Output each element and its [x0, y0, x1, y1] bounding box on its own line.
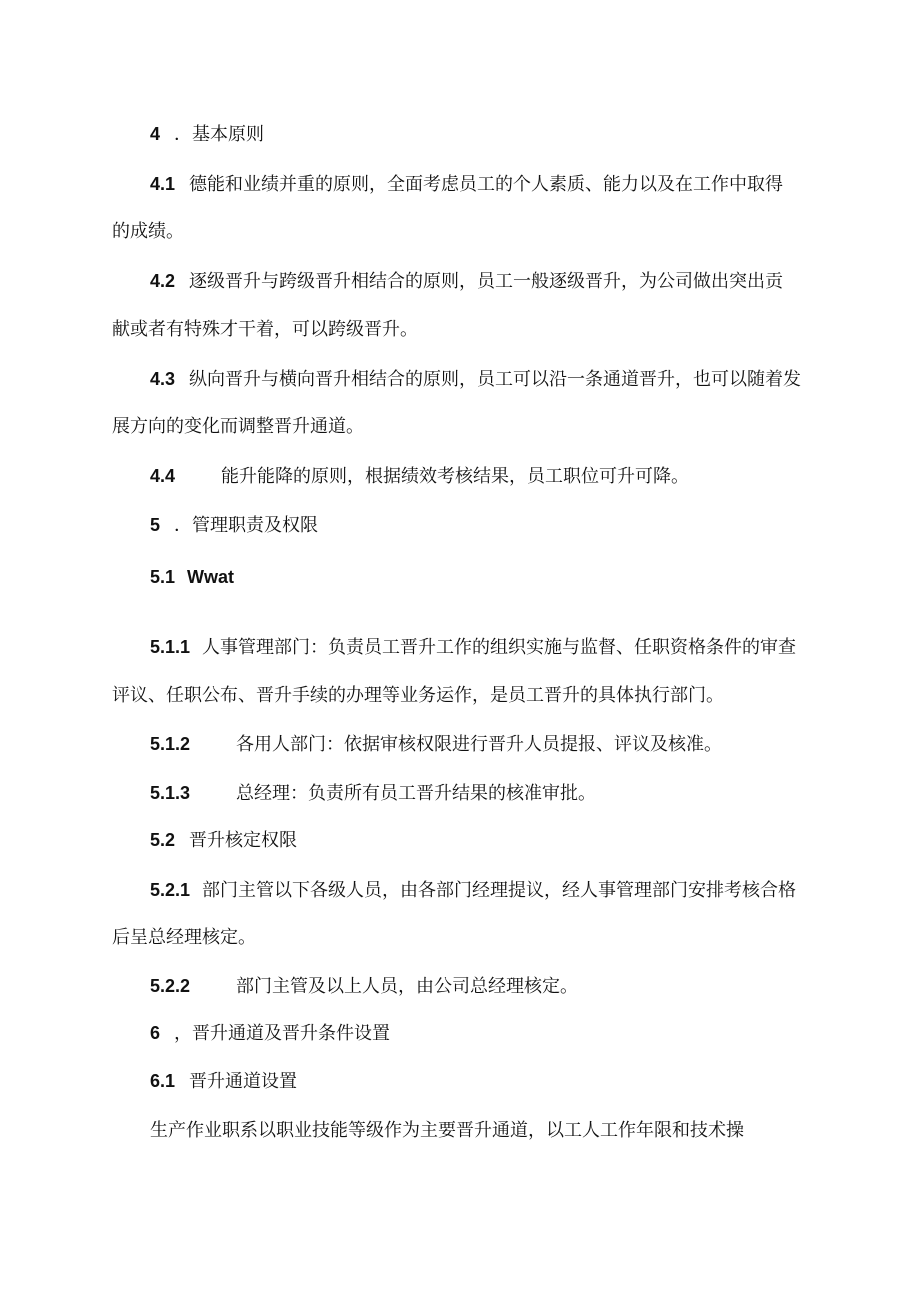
clause-4-3 [150, 367, 801, 392]
clause-5-2-1 [150, 878, 796, 903]
clause-text: 晋升通道设置 [189, 1071, 298, 1092]
clause-text: 能升能降的原则，根据绩效考核结果，员工职位可升可降。 [221, 466, 690, 487]
section-5-heading [150, 513, 318, 538]
section-number: 5 [150, 515, 161, 535]
clause-number: 5.2 [150, 830, 176, 850]
clause-number: 5.1.3 [150, 783, 191, 803]
clause-4-3-continuation: 展方向的变化而调整晋升通道。 [112, 416, 364, 437]
section-6-heading [150, 1021, 390, 1046]
clause-text: 人事管理部门：负责员工晋升工作的组织实施与监督、任职资格条件的审查 [202, 637, 797, 658]
clause-number: 5.1.2 [150, 734, 191, 754]
clause-5-1-3 [150, 781, 596, 806]
clause-number: 6.1 [150, 1071, 176, 1091]
clause-number: 5.1.1 [150, 637, 191, 657]
clause-5-1-1-continuation: 评议、任职公布、晋升手续的办理等业务运作，是员工晋升的具体执行部门。 [112, 685, 724, 706]
clause-4-2-continuation: 献或者有特殊才干着，可以跨级晋升。 [112, 319, 418, 340]
section-number: 6 [150, 1023, 161, 1043]
clause-number: 5.1 [150, 567, 176, 587]
clause-number: 5.2.1 [150, 880, 191, 900]
clause-5-2-1-continuation: 后呈总经理核定。 [112, 927, 256, 948]
clause-text: 德能和业绩并重的原则，全面考虑员工的个人素质、能力以及在工作中取得 [189, 174, 784, 195]
clause-number: 4.3 [150, 369, 176, 389]
clause-number: 4.4 [150, 466, 176, 486]
section-title: ，晋升通道及晋升条件设置 [174, 1023, 391, 1044]
clause-text: 各用人部门：依据审核权限进行晋升人员提报、评议及核准。 [236, 734, 723, 755]
clause-number: 5.2.2 [150, 976, 191, 996]
clause-4-1-continuation: 的成绩。 [112, 221, 184, 242]
clause-text: Wwat [187, 567, 235, 587]
section-number: 4 [150, 124, 161, 144]
clause-5-1-2 [150, 732, 722, 757]
section-title: ．管理职责及权限 [174, 515, 319, 536]
clause-4-4 [150, 464, 689, 489]
clause-number: 4.1 [150, 174, 176, 194]
clause-5-2-2 [150, 974, 578, 999]
clause-number: 4.2 [150, 271, 176, 291]
clause-4-1 [150, 172, 783, 197]
body-paragraph: 生产作业职系以职业技能等级作为主要晋升通道，以工人工作年限和技术操 [150, 1120, 744, 1141]
clause-4-2 [150, 269, 783, 294]
clause-5-1 [150, 565, 234, 590]
clause-text: 纵向晋升与横向晋升相结合的原则，员工可以沿一条通道晋升，也可以随着发 [189, 369, 802, 390]
section-title: ．基本原则 [174, 124, 265, 145]
clause-text: 晋升核定权限 [189, 830, 298, 851]
clause-text: 部门主管及以上人员，由公司总经理核定。 [236, 976, 579, 997]
clause-5-2 [150, 828, 297, 853]
section-4-heading [150, 122, 264, 147]
clause-text: 总经理：负责所有员工晋升结果的核准审批。 [236, 783, 597, 804]
clause-5-1-1 [150, 635, 796, 660]
clause-6-1 [150, 1069, 297, 1094]
clause-text: 逐级晋升与跨级晋升相结合的原则，员工一般逐级晋升，为公司做出突出贡 [189, 271, 784, 292]
clause-text: 部门主管以下各级人员，由各部门经理提议，经人事管理部门安排考核合格 [202, 880, 797, 901]
